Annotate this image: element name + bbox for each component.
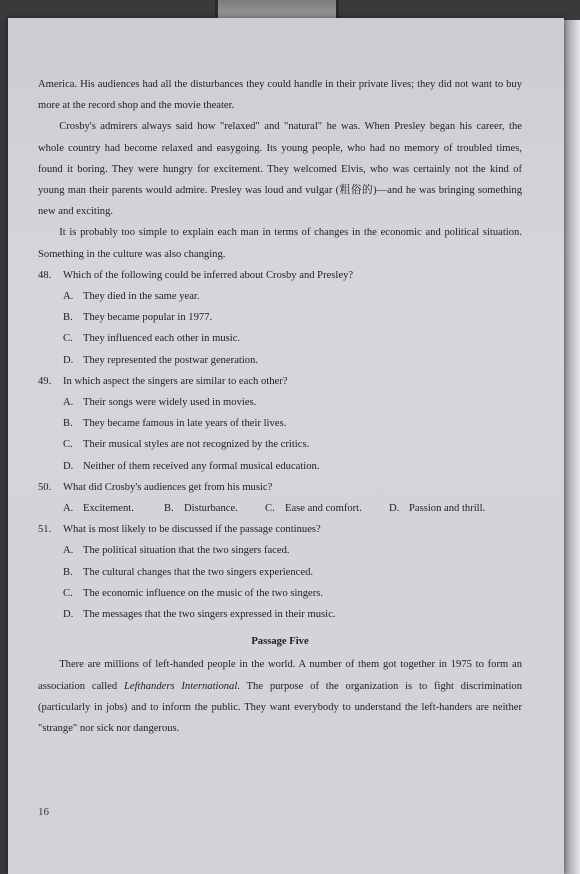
paragraph-1: America. His audiences had all the disturbances they could handle in their private lives; they did not want to buy more at the record shop and the movie theater.: [38, 79, 522, 112]
question-text: In which aspect the singers are similar to each other?: [63, 375, 288, 387]
options-50: [38, 498, 522, 519]
option-49-b: B. They became famous in late years of their lives.: [63, 418, 287, 430]
option-50-b: B. Disturbance.: [164, 503, 238, 515]
question-text: What did Crosby's audiences get from his music?: [63, 481, 273, 493]
option-48-d: D. They represented the postwar generation.: [63, 354, 259, 366]
option-51-a: A. The political situation that the two singers faced.: [63, 545, 290, 557]
page-content: [38, 74, 522, 739]
option-50-a: A. Excitement.: [63, 503, 134, 515]
option-48-c: C. They influenced each other in music.: [63, 333, 241, 345]
option-50-d: D. Passion and thrill.: [389, 503, 486, 515]
option-51-b: B. The cultural changes that the two singers experienced.: [63, 566, 314, 578]
question-number: 49.: [38, 375, 52, 387]
question-51: [38, 519, 522, 540]
option-51-d: D. The messages that the two singers expressed in their music.: [63, 609, 336, 621]
page-number: 16: [38, 806, 49, 818]
option-50-c: C. Ease and comfort.: [265, 503, 362, 515]
question-50: [38, 477, 522, 498]
paragraph-3: It is probably too simple to explain each man in terms of changes in the economic and political situation. Something in the culture was also changing.: [38, 227, 522, 260]
option-51-c: C. The economic influence on the music of the two singers.: [63, 587, 324, 599]
passage-five-text-end: . The purpose of the organization is to fight discrimination (particularly in jobs) and to inform the public. They want everybody to understand the left-handers are neither "strange" nor sick nor dangerous.: [38, 680, 522, 735]
section-title: Passage Five: [251, 636, 309, 648]
passage-five-paragraph: [38, 654, 522, 739]
question-49: [38, 371, 522, 392]
question-text: What is most likely to be discussed if the passage continues?: [63, 524, 321, 536]
option-49-a: A. Their songs were widely used in movies.: [63, 397, 257, 409]
paragraph-2-text: Crosby's admirers always said how "relaxed" and "natural" he was. When Presley began his career, the whole country had become relaxed and easygoing. Its young people, who had no memory of troubled times, found it boring. They were hungry for excitement. They welcomed Elvis, who was certainly not the kind of young man their parents would admire. Presley was loud and vulgar (粗俗的): [38, 121, 522, 197]
paragraph-2: [38, 116, 522, 222]
question-number: 48.: [38, 269, 52, 281]
option-48-b: B. They became popular in 1977.: [63, 312, 213, 324]
page-stack-edge: [564, 20, 580, 874]
question-text: Which of the following could be inferred about Crosby and Presley?: [63, 269, 354, 281]
question-number: 51.: [38, 524, 52, 536]
option-49-d: D. Neither of them received any formal musical education.: [63, 460, 320, 472]
option-48-a: A. They died in the same year.: [63, 291, 200, 303]
question-number: 50.: [38, 481, 52, 493]
organization-name: Lefthanders International: [123, 680, 238, 692]
paragraph-2-text-end: —and he was bringing something new and exciting.: [38, 185, 522, 218]
question-48: [38, 265, 522, 286]
passage-five-text: There are millions of left-handed people in the world. A number of them got together in 1975 to form an association called: [38, 659, 522, 692]
option-49-c: C. Their musical styles are not recognized by the critics.: [63, 439, 310, 451]
